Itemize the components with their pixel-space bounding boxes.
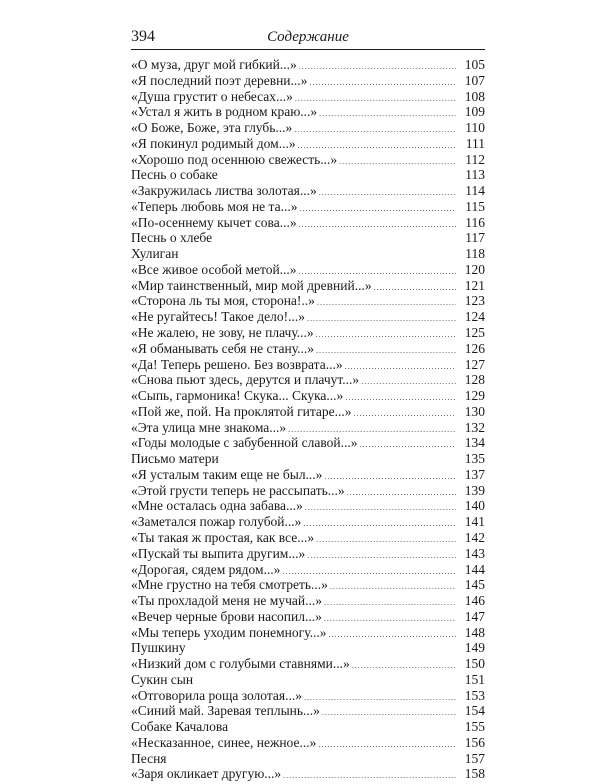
toc-entry [131, 625, 485, 641]
toc-entry [131, 104, 485, 120]
page-header [131, 28, 485, 50]
entry-title: Хулиган [131, 246, 179, 262]
entry-title: «Сторона ль ты моя, сторона!..» [131, 293, 315, 309]
entry-page-number: 144 [464, 561, 485, 577]
entry-page-number: 149 [464, 640, 485, 656]
entry-page-number: 154 [464, 703, 485, 719]
entry-title: Письмо матери [131, 451, 219, 467]
entry-title: «О Боже, Боже, эта глубь...» [131, 120, 293, 136]
entry-title: «Этой грусти теперь не рассыпать...» [131, 482, 345, 498]
toc-entry [131, 656, 485, 672]
toc-entry [131, 735, 485, 751]
toc-entry [131, 751, 485, 767]
toc-entry [131, 341, 485, 357]
entry-page-number: 117 [465, 230, 485, 246]
entry-title: «Отговорила роща золотая...» [131, 687, 302, 703]
toc-entry [131, 577, 485, 593]
entry-page-number: 147 [464, 608, 485, 624]
entry-title: «Не ругайтесь! Такое дело!...» [131, 309, 305, 325]
toc-entry [131, 562, 485, 578]
toc-entry [131, 230, 485, 246]
entry-page-number: 128 [464, 372, 485, 388]
toc-entry [131, 703, 485, 719]
entry-title: Собаке Качалова [131, 719, 229, 735]
entry-page-number: 109 [464, 104, 485, 120]
toc-entry [131, 388, 485, 404]
entry-title: «Теперь любовь моя не та...» [131, 198, 298, 214]
entry-page-number: 110 [465, 120, 485, 136]
entry-page-number: 113 [465, 167, 485, 183]
entry-page-number: 120 [464, 261, 485, 277]
entry-page-number: 134 [464, 435, 485, 451]
entry-title: «Мне грустно на тебя смотреть...» [131, 577, 328, 593]
running-title: Содержание [267, 29, 349, 45]
entry-title: «Устал я жить в родном краю...» [131, 104, 318, 120]
entry-page-number: 121 [464, 277, 485, 293]
entry-page-number: 137 [464, 466, 485, 482]
toc-entry [131, 199, 485, 215]
entry-title: Песнь о собаке [131, 167, 218, 183]
entry-page-number: 118 [465, 246, 485, 262]
entry-title: Песнь о хлебе [131, 230, 213, 246]
toc-entry [131, 719, 485, 735]
entry-title: «Годы молодые с забубенной славой...» [131, 435, 358, 451]
toc-entry [131, 215, 485, 231]
toc-entry [131, 546, 485, 562]
toc-entry [131, 483, 485, 499]
entry-page-number: 107 [464, 72, 485, 88]
entry-title: «Низкий дом с голубыми ставнями...» [131, 656, 350, 672]
toc-entry [131, 372, 485, 388]
toc-entry [131, 593, 485, 609]
entry-title: «Ты такая ж простая, как все...» [131, 529, 315, 545]
entry-title: «Пускай ты выпита другим...» [131, 545, 306, 561]
entry-page-number: 139 [464, 482, 485, 498]
toc-entry [131, 404, 485, 420]
toc-entry [131, 262, 485, 278]
toc-entry [131, 89, 485, 105]
entry-title: «О муза, друг мой гибкий...» [131, 57, 297, 72]
toc-entry [131, 530, 485, 546]
entry-page-number: 148 [464, 624, 485, 640]
entry-page-number: 142 [464, 529, 485, 545]
entry-page-number: 150 [464, 656, 485, 672]
toc-entry [131, 57, 485, 73]
toc-entry [131, 167, 485, 183]
toc-entry [131, 325, 485, 341]
entry-page-number: 116 [465, 214, 485, 230]
entry-page-number: 115 [465, 198, 485, 214]
entry-title: Сукин сын [131, 671, 194, 687]
entry-page-number: 129 [464, 388, 485, 404]
toc-entry [131, 73, 485, 89]
entry-title: «Я усталым таким еще не был...» [131, 466, 323, 482]
entry-title: Пушкину [131, 640, 186, 656]
dot-leader [283, 768, 456, 784]
entry-title: «Дорогая, сядем рядом...» [131, 561, 281, 577]
entry-page-number: 153 [464, 687, 485, 703]
entry-title: «Синий май. Заревая теплынь...» [131, 703, 320, 719]
entry-title: «Душа грустит о небесах...» [131, 88, 293, 104]
entry-title: «Мир таинственный, мир мой древний...» [131, 277, 372, 293]
entry-title: «Снова пьют здесь, дерутся и плачут...» [131, 372, 360, 388]
entry-title: «Пой же, пой. На проклятой гитаре...» [131, 403, 352, 419]
toc-entry [131, 152, 485, 168]
entry-title: Песня [131, 750, 167, 766]
entry-page-number: 145 [464, 577, 485, 593]
toc-entry [131, 246, 485, 262]
entry-title: «Все живое особой метой...» [131, 261, 297, 277]
entry-page-number: 125 [464, 325, 485, 341]
entry-page-number: 112 [465, 151, 485, 167]
entry-title: «Да! Теперь решено. Без возврата...» [131, 356, 343, 372]
entry-page-number: 151 [464, 671, 485, 687]
entry-page-number: 105 [464, 57, 485, 72]
entry-title: «Не жалею, не зову, не плачу...» [131, 325, 314, 341]
entry-title: «Хорошо под осеннюю свежесть...» [131, 151, 338, 167]
entry-title: «Мы теперь уходим понемногу...» [131, 624, 327, 640]
toc-entry [131, 120, 485, 136]
header-rule [131, 49, 485, 50]
toc-entry [131, 672, 485, 688]
toc-entry [131, 420, 485, 436]
entry-title: «Заря окликает другую...» [131, 766, 282, 782]
entry-page-number: 141 [464, 514, 485, 530]
entry-title: «Сыпь, гармоника! Скука... Скука...» [131, 388, 344, 404]
toc-entry [131, 357, 485, 373]
entry-page-number: 156 [464, 734, 485, 750]
entry-page-number: 146 [464, 593, 485, 609]
entry-page-number: 108 [464, 88, 485, 104]
entry-title: «Вечер черные брови насопил...» [131, 608, 322, 624]
toc-entry [131, 498, 485, 514]
entry-page-number: 140 [464, 498, 485, 514]
toc-entry [131, 467, 485, 483]
toc-entry [131, 278, 485, 294]
entry-title: «Ты прохладой меня не мучай...» [131, 593, 322, 609]
entry-title: «Мне осталась одна забава...» [131, 498, 303, 514]
toc-entry [131, 451, 485, 467]
entry-page-number: 111 [465, 135, 485, 151]
entry-page-number: 132 [464, 419, 485, 435]
toc-entry [131, 293, 485, 309]
toc-entry [131, 609, 485, 625]
entry-page-number: 155 [464, 719, 485, 735]
toc-entry [131, 309, 485, 325]
toc-entry [131, 183, 485, 199]
toc-entry [131, 688, 485, 704]
entry-page-number: 114 [465, 183, 485, 199]
entry-title: «Закружилась листва золотая...» [131, 183, 317, 199]
entry-page-number: 157 [464, 750, 485, 766]
entry-page-number: 126 [464, 340, 485, 356]
entry-title: «Эта улица мне знакома...» [131, 419, 287, 435]
toc-entry [131, 640, 485, 656]
toc-entry [131, 514, 485, 530]
entry-page-number: 135 [464, 451, 485, 467]
toc-entry [131, 435, 485, 451]
entry-page-number: 123 [464, 293, 485, 309]
entry-title: «Несказанное, синее, нежное...» [131, 734, 317, 750]
entry-title: «По-осеннему кычет сова...» [131, 214, 297, 230]
toc-entry [131, 136, 485, 152]
entry-title: «Заметался пожар голубой...» [131, 514, 302, 530]
table-of-contents [131, 57, 485, 782]
entry-page-number: 127 [464, 356, 485, 372]
entry-title: «Я покинул родимый дом...» [131, 135, 296, 151]
toc-entry [131, 766, 485, 782]
entry-page-number: 143 [464, 545, 485, 561]
entry-page-number: 158 [464, 766, 485, 782]
entry-title: «Я обманывать себя не стану...» [131, 340, 315, 356]
entry-page-number: 124 [464, 309, 485, 325]
entry-title: «Я последний поэт деревни...» [131, 72, 308, 88]
entry-page-number: 130 [464, 403, 485, 419]
page-number: 394 [131, 28, 155, 45]
